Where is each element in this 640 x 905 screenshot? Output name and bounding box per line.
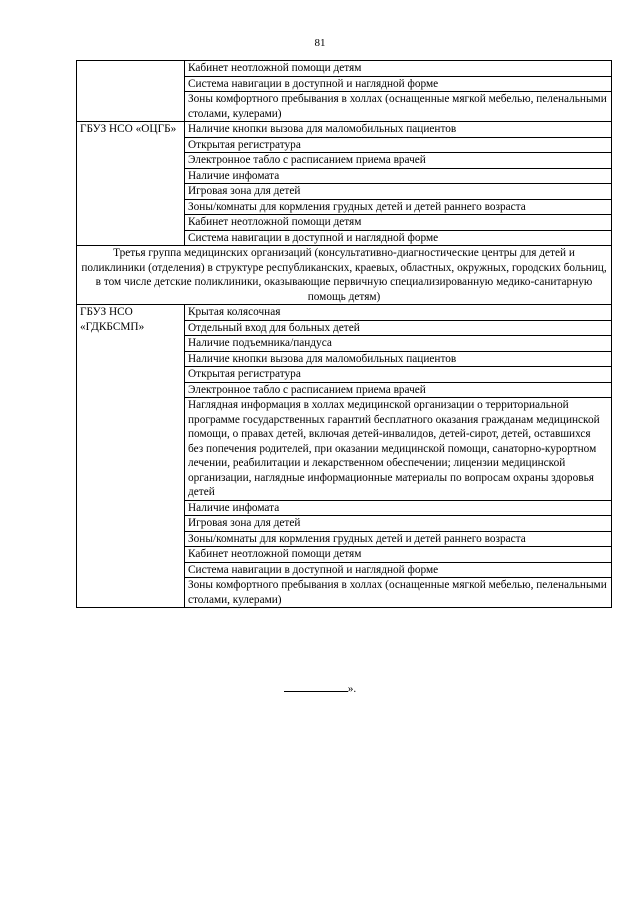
feature-cell: Наличие кнопки вызова для маломобильных пациентов [185, 122, 612, 138]
feature-cell: Электронное табло с расписанием приема врачей [185, 153, 612, 169]
feature-cell: Отдельный вход для больных детей [185, 320, 612, 336]
feature-cell: Наличие подъемника/пандуса [185, 336, 612, 352]
feature-cell: Открытая регистратура [185, 367, 612, 383]
signature-blank [284, 680, 348, 692]
feature-cell: Наличие кнопки вызова для маломобильных пациентов [185, 351, 612, 367]
feature-cell: Кабинет неотложной помощи детям [185, 547, 612, 563]
feature-cell: Игровая зона для детей [185, 516, 612, 532]
closing-mark: ». [347, 683, 357, 695]
feature-cell: Наглядная информация в холлах медицинской организации о территориальной программе государственных гарантий бесплатного оказания гражданам медицинской помощи, о правах детей, включая детей-инвалидов, детей-сирот, детей, оставшихся без попечения родителей, при оказании медицинской помощи, санаторно-курортном лечении, реабилитации и лекарственном обеспечении; лицензии медицинской организации, наглядные информационные материалы по вопросам охраны здоровья детей [185, 398, 612, 501]
facilities-table [76, 60, 612, 608]
feature-cell: Игровая зона для детей [185, 184, 612, 200]
feature-cell: Кабинет неотложной помощи детям [185, 61, 612, 77]
feature-cell: Зоны комфортного пребывания в холлах (оснащенные мягкой мебелью, пеленальными столами, кулерами) [185, 578, 612, 608]
page-number: 81 [314, 37, 326, 49]
group-header: Третья группа медицинских организаций (консультативно-диагностические центры для детей и поликлиники (отделения) в структуре республиканских, краевых, областных, окружных, городских больниц, в том числе детские поликлиники, оказывающие первичную специализированную медико-санитарную помощь детям) [77, 246, 612, 305]
table-row [77, 61, 612, 77]
table-row [77, 305, 612, 321]
feature-cell: Кабинет неотложной помощи детям [185, 215, 612, 231]
feature-cell: Крытая колясочная [185, 305, 612, 321]
feature-cell: Система навигации в доступной и наглядной форме [185, 562, 612, 578]
feature-cell: Система навигации в доступной и наглядной форме [185, 230, 612, 246]
feature-cell: Зоны/комнаты для кормления грудных детей и детей раннего возраста [185, 199, 612, 215]
feature-cell: Наличие инфомата [185, 500, 612, 516]
feature-cell: Наличие инфомата [185, 168, 612, 184]
closing-line [0, 680, 640, 696]
group-header-row [77, 246, 612, 305]
table-row [77, 122, 612, 138]
organization-cell: ГБУЗ НСО «ГДКБСМП» [77, 305, 185, 608]
feature-cell: Открытая регистратура [185, 137, 612, 153]
feature-cell: Зоны комфортного пребывания в холлах (оснащенные мягкой мебелью, пеленальными столами, кулерами) [185, 92, 612, 122]
organization-cell [77, 61, 185, 122]
feature-cell: Электронное табло с расписанием приема врачей [185, 382, 612, 398]
feature-cell: Система навигации в доступной и наглядной форме [185, 76, 612, 92]
organization-cell: ГБУЗ НСО «ОЦГБ» [77, 122, 185, 246]
feature-cell: Зоны/комнаты для кормления грудных детей и детей раннего возраста [185, 531, 612, 547]
